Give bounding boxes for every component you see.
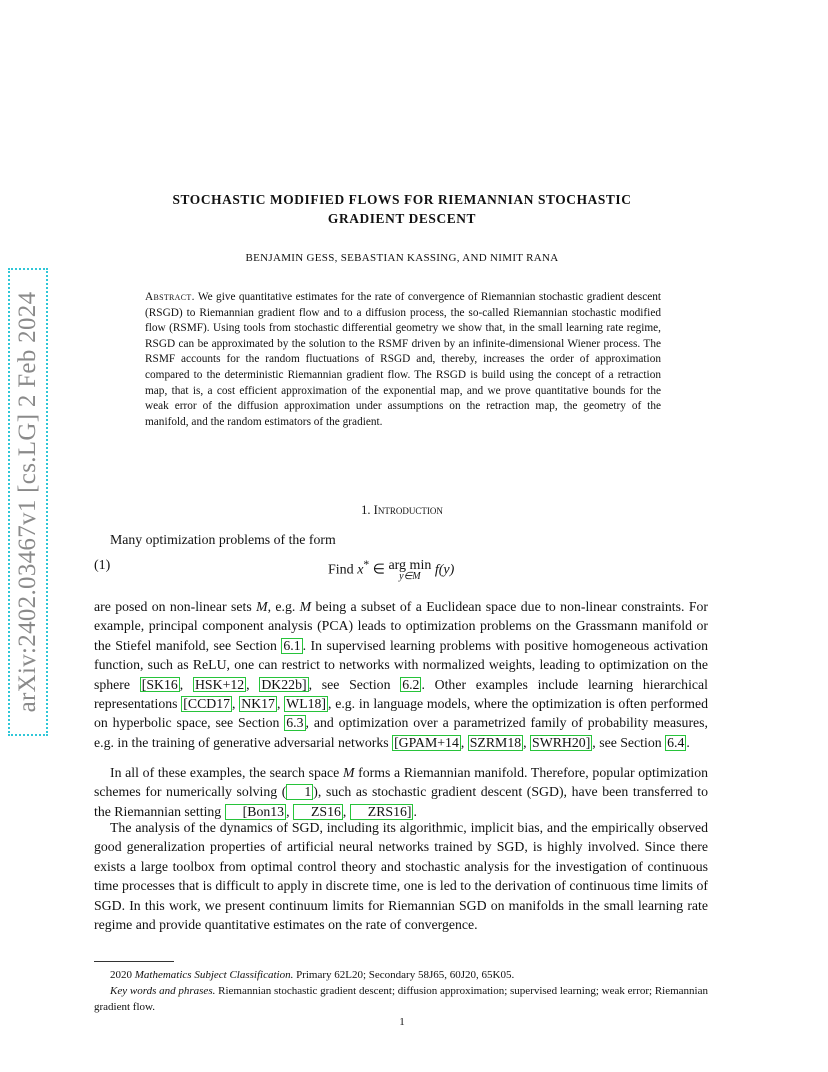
keywords-text: Riemannian stochastic gradient descent; diffusion approximation; supervised learning; weak error; Riemannian gradient flow. <box>94 985 708 1013</box>
section-number: 1. <box>361 503 371 517</box>
keywords-label: Key words and phrases. <box>110 985 216 997</box>
cite-bon13[interactable]: [Bon13 <box>225 804 286 820</box>
equation-body <box>328 558 454 582</box>
p1-text: . <box>686 734 690 750</box>
p2-text: In all of these examples, the search space <box>110 765 343 780</box>
p2-text: ), such as stochastic gradient descent (SGD), have been transferred to the Riemannian setting <box>94 784 708 819</box>
cite-ccd17[interactable]: [CCD17 <box>183 696 231 712</box>
paper-title <box>96 190 708 228</box>
cite-swrh20[interactable]: SWRH20] <box>532 734 591 750</box>
title-line-1: STOCHASTIC MODIFIED FLOWS FOR RIEMANNIAN STOCHASTIC <box>172 192 632 207</box>
eq-x: x <box>357 562 364 578</box>
section-heading <box>96 503 708 518</box>
paragraph-2 <box>94 763 708 821</box>
eq-find: Find <box>328 562 358 578</box>
msc-year: 2020 <box>110 969 135 981</box>
cite-nk17[interactable]: NK17 <box>241 696 275 712</box>
cite-sk16[interactable]: [SK16 <box>141 676 178 692</box>
p1-text: , e.g. <box>267 599 300 614</box>
cite-gpam14[interactable]: [GPAM+14 <box>394 734 459 750</box>
p2-text: forms a Riemannian manifold. Therefore, popular optimization schemes for numerically solving ( <box>94 765 708 800</box>
p1-text: , <box>232 696 240 712</box>
p1-text: , and optimization over a parametrized family of probability measures, e.g. in the training of generative adversarial networks <box>94 715 708 750</box>
ref-section-6-3[interactable]: 6.3 <box>286 715 304 731</box>
abstract-label: Abstract. <box>145 291 195 303</box>
equation-number: (1) <box>94 558 111 573</box>
p2-text: , <box>342 803 350 819</box>
ref-equation-1[interactable]: 1 <box>286 784 313 800</box>
title-line-2: GRADIENT DESCENT <box>327 211 477 226</box>
authors: BENJAMIN GESS, SEBASTIAN KASSING, AND NIMIT RANA <box>245 252 559 264</box>
eq-argmin <box>388 558 431 582</box>
paragraph-1 <box>94 597 708 752</box>
paragraph-3: The analysis of the dynamics of SGD, including its algorithmic, implicit bias, and the empirically observed good generalization properties of artificial neural networks trained by SGD, is highly involved. Since there exists a large toolbox from optimal control theory and stochastic analysis for the investigation of continuous time processes that is difficult to apply in discrete time, one is led to the derivation of continuous time limits of SGD. In this work, we present continuum limits for Riemannian SGD on manifolds in the small learning rate regime and provide quantitative estimates on the rate of convergence. <box>94 820 708 933</box>
footnote-keywords <box>94 983 708 1015</box>
p1-text: , <box>523 734 531 750</box>
page-number: 1 <box>399 1016 405 1028</box>
footnote-rule <box>94 961 174 962</box>
eq-fy: f(y) <box>431 562 455 578</box>
p1-math-m: M <box>299 599 312 614</box>
eq-in: ∈ <box>369 562 389 578</box>
ref-section-6-2[interactable]: 6.2 <box>402 676 420 692</box>
cite-hsk12[interactable]: HSK+12 <box>194 676 245 692</box>
eq-op: arg min <box>388 558 432 573</box>
arxiv-stamp[interactable] <box>8 268 48 736</box>
cite-zs16[interactable]: ZS16 <box>293 804 343 820</box>
eq-star: * <box>363 558 370 571</box>
p1-math-m: M <box>256 599 268 614</box>
cite-dk22b[interactable]: DK22b] <box>261 676 307 692</box>
p1-text: , see Section <box>308 676 401 692</box>
arxiv-id: arXiv:2402.03467v1 [cs.LG] 2 Feb 2024 <box>14 291 41 713</box>
footnote-msc <box>94 967 708 983</box>
ref-section-6-4[interactable]: 6.4 <box>667 734 685 750</box>
cite-szrm18[interactable]: SZRM18 <box>469 734 522 750</box>
p1-text: , <box>179 676 193 692</box>
p2-text: . <box>413 803 417 819</box>
p1-text: being a subset of a Euclidean space due to non-linear constraints. For example, principal component analysis (PCA) leads to optimization problems on the Grassmann manifold or the Stiefel manifold, see Section <box>94 599 708 653</box>
p1-text: , e.g. in language models, where the optimization is often performed on hyperbolic space, see Section <box>94 696 708 731</box>
abstract <box>145 290 661 430</box>
cite-wl18[interactable]: WL18] <box>286 696 327 712</box>
equation-1 <box>94 558 708 592</box>
eq-sub: y∈M <box>399 571 421 582</box>
p1-text: , see Section <box>592 734 666 750</box>
footnotes <box>94 967 708 1015</box>
p1-text: . Other examples include learning hierarchical representations <box>94 676 708 712</box>
cite-zrs16[interactable]: ZRS16] <box>350 804 414 820</box>
section-title: Introduction <box>373 503 443 517</box>
p2-text: , <box>286 803 293 819</box>
p1-text: are posed on non-linear sets <box>94 599 257 614</box>
msc-label: Mathematics Subject Classification. <box>134 969 294 981</box>
p1-text: , <box>246 676 260 692</box>
p2-math-m: M <box>342 765 355 780</box>
p1-text: , <box>460 734 468 750</box>
abstract-text: We give quantitative estimates for the rate of convergence of Riemannian stochastic gradient descent (RSGD) to Riemannian gradient flow and to a diffusion process, the so-called Riemannian stochastic modified flow (RSMF). Using tools from stochastic differential geometry we show that, in the small learning rate regime, RSGD can be approximated by the solution to the RSMF driven by an infinite-dimensional Wiener process. The RSMF accounts for the random fluctuations of RSGD and, thereby, increases the order of approximation compared to the deterministic Riemannian gradient flow. The RSGD is build using the concept of a retraction map, that is, a cost efficient approximation of the exponential map, and we prove quantitative bounds for the weak error of the diffusion approximation under assumptions on the retraction map, the geometry of the manifold, and the random estimators of the gradient. <box>145 291 662 428</box>
p1-text: . In supervised learning problems with positive homogeneous activation function, such as ReLU, one can restrict to networks with normalized weights, leading to optimization on the sphere <box>94 637 708 692</box>
msc-text: Primary 62L20; Secondary 58J65, 60J20, 65K05. <box>293 969 515 981</box>
ref-section-6-1[interactable]: 6.1 <box>283 637 301 653</box>
intro-lead: Many optimization problems of the form <box>110 532 336 547</box>
p1-text: , <box>276 696 285 712</box>
